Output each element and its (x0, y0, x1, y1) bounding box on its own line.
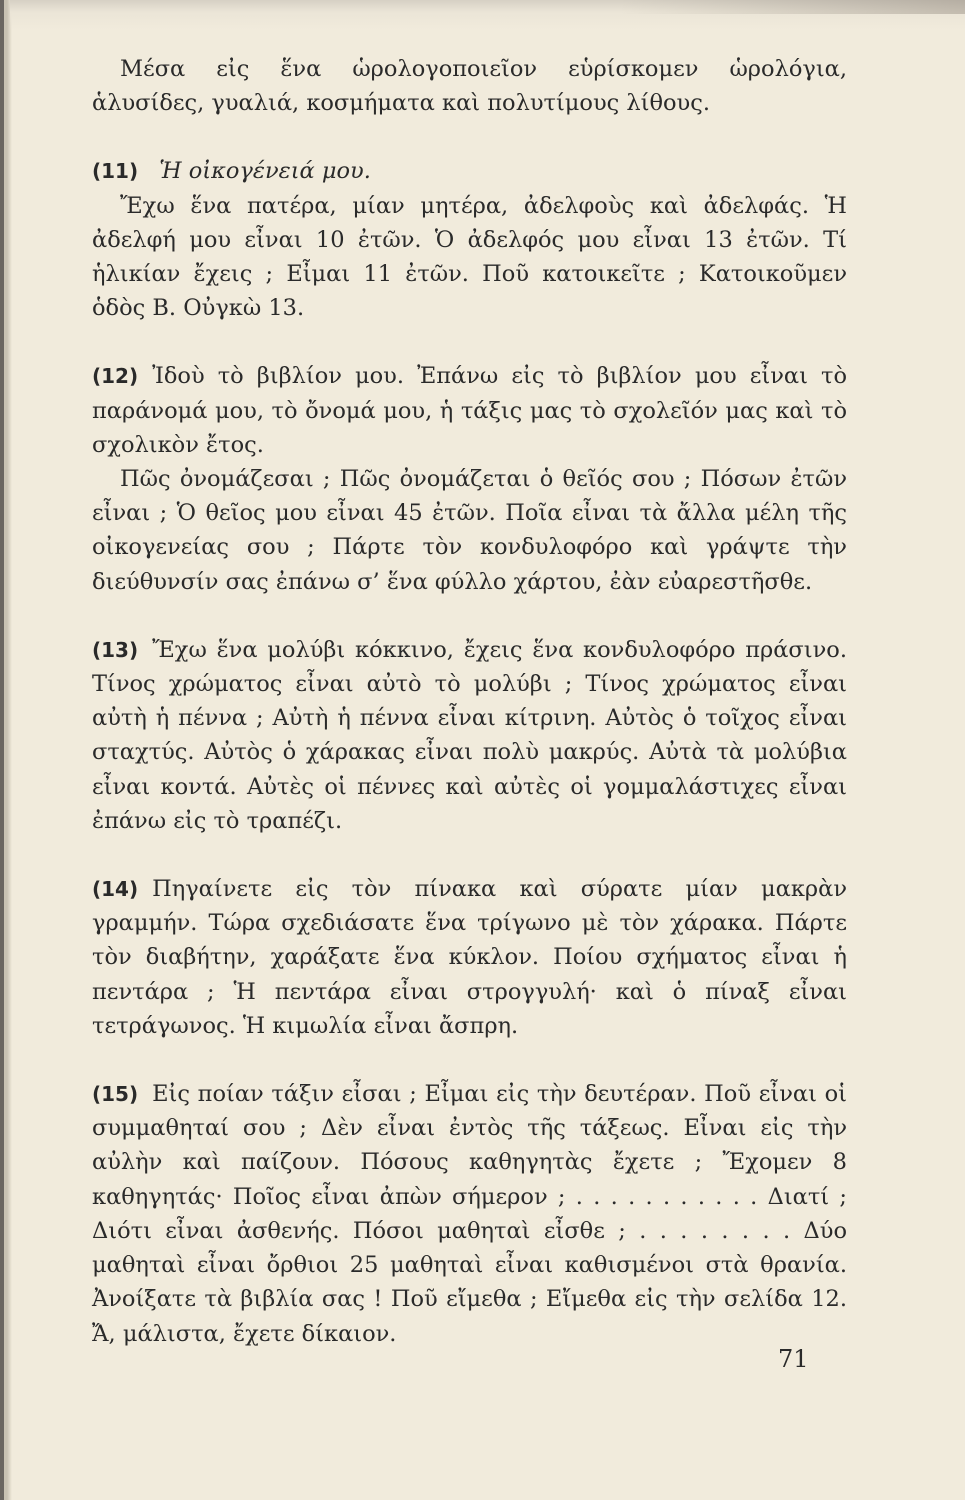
section-title: Ἡ οἰκογένειά μου. (159, 158, 371, 185)
intro-paragraph: Μέσα εἰς ἕνα ὡρολογοποιεῖον εὑρίσκομεν ὡρολόγια, ἁλυσίδες, γυαλιά, κοσμήματα καὶ πολυτίμους λίθους. (92, 56, 847, 117)
section-13-lead (92, 633, 847, 838)
section-number: (15) (92, 1082, 139, 1107)
section-11-heading (92, 154, 847, 188)
page-binding-edge (0, 0, 12, 1500)
section-lead-text: Εἰς ποίαν τάξιν εἶσαι ; Εἶμαι εἰς τὴν δευτέραν. Ποῦ εἶναι οἱ συμμαθηταί σου ; Δὲν εἶναι ἐντὸς τῆς τάξεως. Εἶναι εἰς τὴν αὐλὴν καὶ παίζουν. Πόσους καθηγητὰς ἔχετε ; Ἔχομεν 8 καθηγητάς· Ποῖος εἶναι ἀπὼν σήμερον ; . . . . . . . . . . . Διατί ; Διότι εἶναι ἀσθενής. Πόσοι μαθηταὶ εἶσθε ; . . . . . . . . Δύο μαθηταὶ εἶναι ὄρθιοι 25 μαθηταὶ εἶναι καθισμένοι στὰ θρανία. Ἀνοίξατε τὰ βιβλία σας ! Ποῦ εἴμεθα ; Εἴμεθα εἰς τὴν σελίδα 12. Ἄ, μάλιστα, ἔχετε δίκαιον. (92, 1081, 847, 1347)
section-15-lead (92, 1077, 847, 1351)
section-lead-text: Ἔχω ἕνα μολύβι κόκκινο, ἔχεις ἕνα κονδυλοφόρο πράσινο. Τίνος χρώματος εἶναι αὐτὸ τὸ μολύβι ; Τίνος χρώματος εἶναι αὐτὴ ἡ πέννα ; Αὐτὴ ἡ πέννα εἶναι κίτρινη. Αὐτὸς ὁ τοῖχος εἶναι σταχτύς. Αὐτὸς ὁ χάρακας εἶναι πολὺ μακρύς. Αὐτὰ τὰ μολύβια εἶναι κοντά. Αὐτὲς οἱ πέννες καὶ αὐτὲς οἱ γομμαλάστιχες εἶναι ἐπάνω εἰς τὸ τραπέζι. (92, 636, 847, 834)
section-number: (12) (92, 364, 139, 389)
section-lead-text: Ἰδοὺ τὸ βιβλίον μου. Ἐπάνω εἰς τὸ βιβλίον μου εἶναι τὸ παράνομά μου, τὸ ὄνομά μου, ἡ τάξις μας τὸ σχολεῖόν μας καὶ τὸ σχολικὸν ἔτος. (92, 363, 847, 458)
section-number: (13) (92, 637, 139, 662)
section-number: (11) (92, 159, 139, 184)
section-lead-text: Πηγαίνετε εἰς τὸν πίνακα καὶ σύρατε μίαν μακρὰν γραμμήν. Τώρα σχεδιάσατε ἕνα τρίγωνο μὲ τὸν χάρακα. Πάρτε τὸν διαβήτην, χαράξατε ἕνα κύκλον. Ποίου σχήματος εἶναι ἡ πεντάρα ; Ἡ πεντάρα εἶναι στρογγυλή· καὶ ὁ πίναξ εἶναι τετράγωνος. Ἡ κιμωλία εἶναι ἄσπρη. (92, 876, 847, 1039)
page-number: 71 (778, 1345, 809, 1373)
section-12-paragraph: Πῶς ὀνομάζεσαι ; Πῶς ὀνομάζεται ὁ θεῖός σου ; Πόσων ἐτῶν εἶναι ; Ὁ θεῖος μου εἶναι 45 ἐτῶν. Ποῖα εἶναι τὰ ἄλλα μέλη τῆς οἰκογενείας σου ; Πάρτε τὸν κονδυλοφόρο καὶ γράψτε τὴν διεύθυνσίν σας ἐπάνω σ’ ἕνα φύλλο χάρτου, ἐὰν εὐαρεστῆσθε. (92, 466, 847, 595)
page-top-shadow (620, 0, 965, 14)
section-number: (14) (92, 877, 139, 902)
section-12-lead (92, 359, 847, 462)
section-11-paragraph: Ἔχω ἕνα πατέρα, μίαν μητέρα, ἀδελφοὺς καὶ ἀδελφάς. Ἡ ἀδελφή μου εἶναι 10 ἐτῶν. Ὁ ἀδελφός μου εἶναι 13 ἐτῶν. Τί ἡλικίαν ἔχεις ; Εἶμαι 11 ἐτῶν. Ποῦ κατοικεῖτε ; Κατοικοῦμεν ὁδὸς Β. Οὐγκὼ 13. (92, 192, 847, 322)
section-14-lead (92, 872, 847, 1043)
page-text (92, 52, 847, 1351)
